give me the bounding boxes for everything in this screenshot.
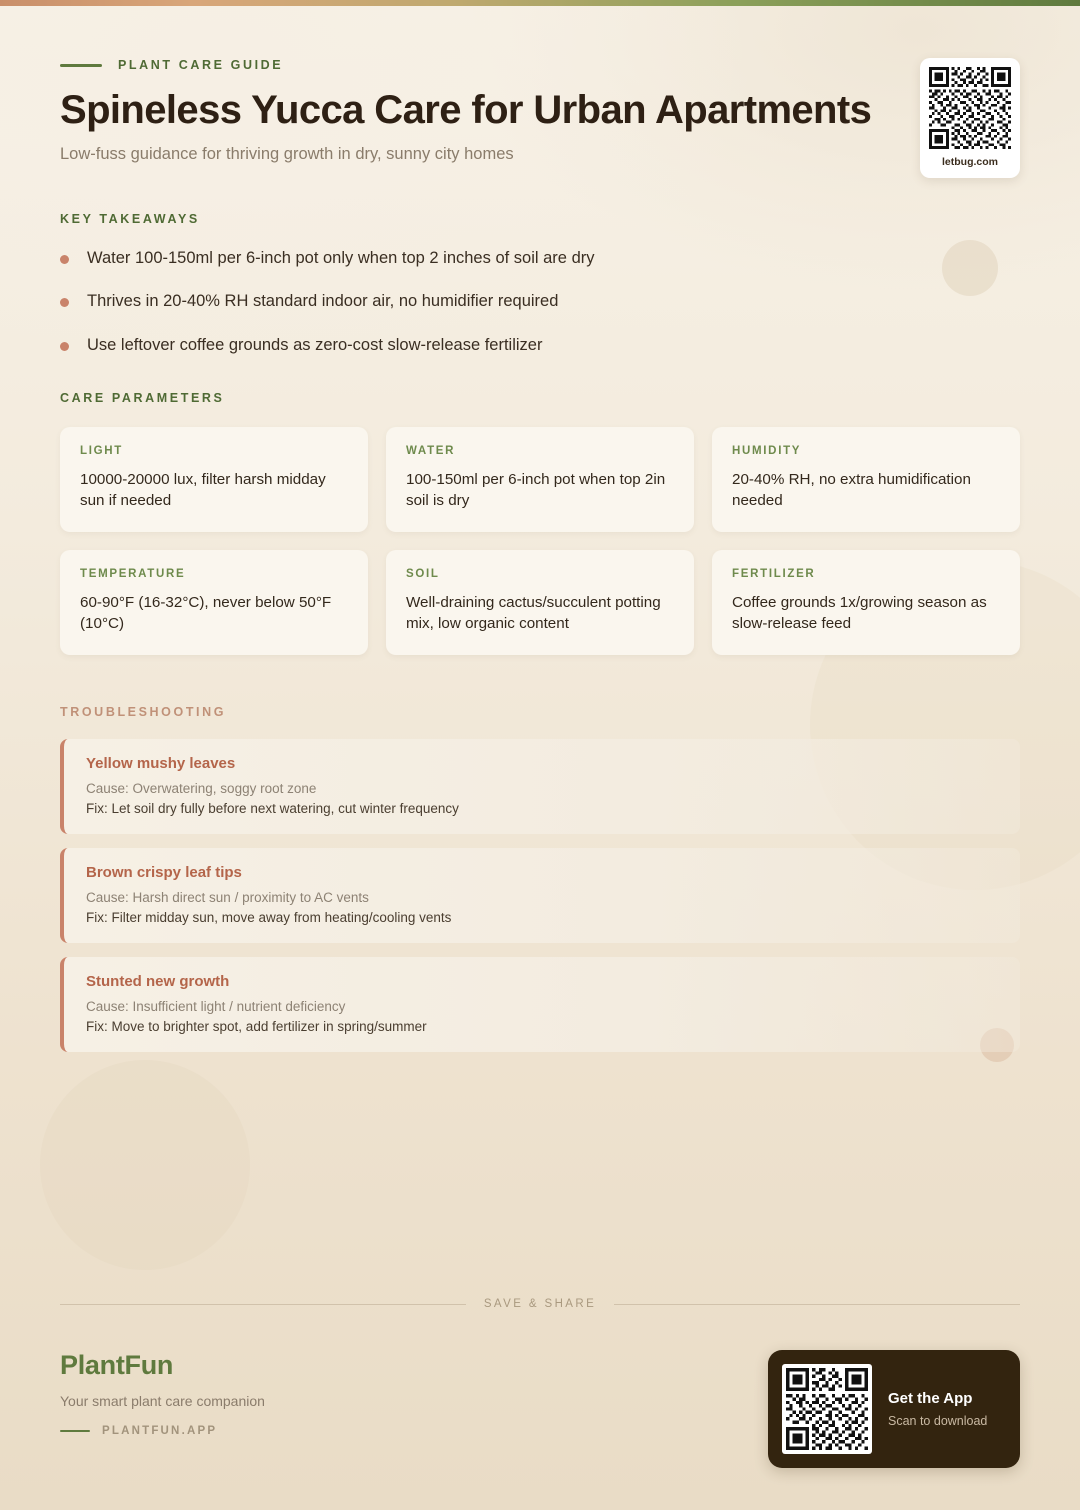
- brand-tagline: Your smart plant care companion: [60, 1393, 265, 1409]
- takeaway-text: Use leftover coffee grounds as zero-cost slow-release fertilizer: [87, 335, 543, 354]
- app-card-text: [888, 1390, 987, 1428]
- care-parameters-heading: CARE PARAMETERS: [60, 391, 225, 406]
- troubleshooting-item: [60, 739, 1020, 834]
- care-card-value: 20-40% RH, no extra humidification needed: [732, 471, 971, 510]
- key-takeaways-list: [60, 248, 1020, 356]
- list-item: [60, 335, 1020, 356]
- troubleshooting-cause: Cause: Insufficient light / nutrient deficiency: [86, 998, 346, 1014]
- care-card-key: HUMIDITY: [732, 445, 802, 458]
- care-card-key: WATER: [406, 445, 456, 458]
- list-item: [60, 248, 1020, 269]
- care-card-value: 100-150ml per 6-inch pot when top 2in soil is dry: [406, 471, 666, 510]
- brand-name: PlantFun: [60, 1350, 174, 1380]
- content-column: [0, 58, 1080, 1052]
- brand-block: [60, 1350, 265, 1437]
- eyebrow-rule: [60, 64, 102, 67]
- troubleshooting-cause: Cause: Harsh direct sun / proximity to AC vents: [86, 889, 369, 905]
- app-card-title: Get the App: [888, 1390, 973, 1407]
- care-card-key: SOIL: [406, 568, 440, 581]
- care-card-key: FERTILIZER: [732, 568, 816, 581]
- divider-line-left: [60, 1304, 466, 1305]
- brand-url-row: [60, 1425, 265, 1437]
- bullet-icon: [60, 255, 69, 264]
- decorative-blob: [40, 1060, 250, 1270]
- footer: [60, 1350, 1020, 1468]
- troubleshooting-cause: Cause: Overwatering, soggy root zone: [86, 780, 317, 796]
- list-item: [60, 291, 1020, 312]
- troubleshooting-heading: TROUBLESHOOTING: [60, 704, 227, 719]
- brand-url[interactable]: PLANTFUN.APP: [102, 1425, 218, 1437]
- troubleshooting-fix: Fix: Filter midday sun, move away from heating/cooling vents: [86, 909, 452, 925]
- takeaway-text: Thrives in 20-40% RH standard indoor air, no humidifier required: [87, 292, 559, 311]
- header-qr-badge[interactable]: [920, 58, 1020, 178]
- qr-caption: letbug.com: [941, 156, 998, 168]
- divider-label: SAVE & SHARE: [483, 1298, 597, 1310]
- troubleshooting-section: [60, 705, 1020, 1052]
- get-app-card[interactable]: [768, 1350, 1020, 1468]
- care-card-water: [386, 427, 694, 532]
- troubleshooting-fix: Fix: Move to brighter spot, add fertilizer in spring/summer: [86, 1018, 427, 1034]
- page-title: Spineless Yucca Care for Urban Apartments: [60, 88, 872, 132]
- takeaway-text: Water 100-150ml per 6-inch pot only when top 2 inches of soil are dry: [87, 248, 595, 267]
- app-card-subtitle: Scan to download: [888, 1414, 988, 1428]
- troubleshooting-item: [60, 957, 1020, 1052]
- troubleshooting-list: [60, 739, 1020, 1052]
- care-card-value: 10000-20000 lux, filter harsh midday sun if needed: [80, 471, 326, 510]
- care-card-value: 60-90°F (16-32°C), never below 50°F (10°C): [80, 594, 332, 633]
- troubleshooting-problem: Stunted new growth: [86, 972, 230, 990]
- app-qr-code-icon: [782, 1364, 872, 1454]
- care-card-light: [60, 427, 368, 532]
- troubleshooting-item: [60, 848, 1020, 943]
- troubleshooting-problem: Yellow mushy leaves: [86, 754, 236, 772]
- page-subtitle: Low-fuss guidance for thriving growth in dry, sunny city homes: [60, 144, 514, 163]
- bullet-icon: [60, 342, 69, 351]
- divider-line-right: [614, 1304, 1020, 1305]
- bullet-icon: [60, 298, 69, 307]
- top-accent-bar: [0, 0, 1080, 6]
- troubleshooting-problem: Brown crispy leaf tips: [86, 863, 242, 881]
- key-takeaways-section: [60, 212, 1020, 356]
- care-card-value: Coffee grounds 1x/growing season as slow-release feed: [732, 594, 987, 633]
- brand-url-rule: [60, 1430, 90, 1433]
- care-parameters-section: [60, 391, 1020, 655]
- care-parameters-grid: [60, 427, 1020, 655]
- care-card-key: LIGHT: [80, 445, 123, 458]
- key-takeaways-heading: KEY TAKEAWAYS: [60, 211, 200, 226]
- care-card-soil: [386, 550, 694, 655]
- save-share-divider: [60, 1298, 1020, 1310]
- care-card-key: TEMPERATURE: [80, 568, 186, 581]
- eyebrow: [60, 58, 1020, 72]
- care-card-temperature: [60, 550, 368, 655]
- qr-code-icon: [929, 67, 1011, 149]
- care-card-fertilizer: [712, 550, 1020, 655]
- troubleshooting-fix: Fix: Let soil dry fully before next watering, cut winter frequency: [86, 800, 459, 816]
- care-card-humidity: [712, 427, 1020, 532]
- care-card-value: Well-draining cactus/succulent potting mix, low organic content: [406, 594, 661, 633]
- eyebrow-label: PLANT CARE GUIDE: [118, 58, 284, 72]
